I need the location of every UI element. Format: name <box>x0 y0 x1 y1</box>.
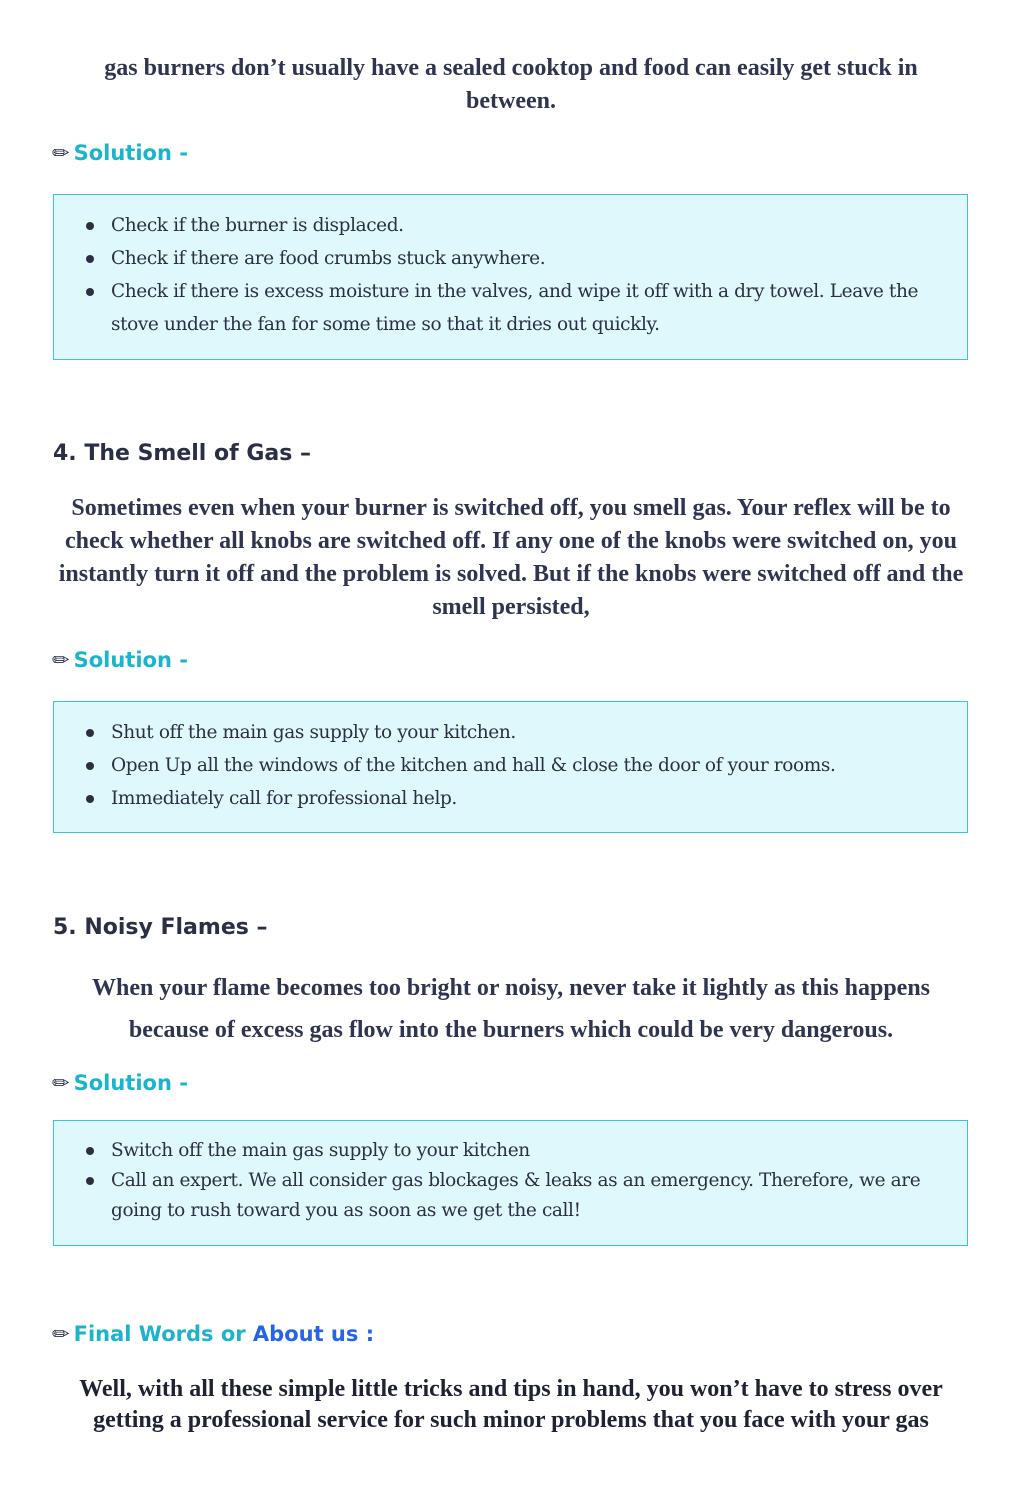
solution-box <box>53 194 968 360</box>
final-heading <box>52 1322 374 1346</box>
about-us-text: About us <box>252 1322 359 1346</box>
solution-label <box>52 1071 188 1095</box>
section-paragraph: Sometimes even when your burner is switched off, you smell gas. Your reflex will be to check whether all knobs are switched off. If any one of the knobs were switched on, you instantly turn it off and the problem is solved. But if the knobs were switched off and the smell persisted, <box>58 495 964 620</box>
list-item: Open Up all the windows of the kitchen and hall & close the door of your rooms. <box>54 749 967 782</box>
list-item: Check if there are food crumbs stuck anywhere. <box>54 242 967 275</box>
list-item: Check if the burner is displaced. <box>54 209 967 242</box>
final-paragraph: Well, with all these simple little tricks and tips in hand, you won’t have to stress over getting a professional service for such minor problems that you face with your gas <box>79 1376 943 1433</box>
solution-label-text: Solution - <box>73 141 188 165</box>
solution-label <box>52 141 188 165</box>
solution-box <box>53 701 968 833</box>
list-item: Switch off the main gas supply to your kitchen <box>54 1136 967 1166</box>
pencil-icon: ✏ <box>52 1071 70 1095</box>
pencil-icon: ✏ <box>52 1322 70 1346</box>
intro-paragraph: gas burners don’t usually have a sealed cooktop and food can easily get stuck in between. <box>104 55 918 114</box>
final-words-text: Final Words or <box>73 1322 253 1346</box>
pencil-icon: ✏ <box>52 648 70 672</box>
list-item: Check if there is excess moisture in the valves, and wipe it off with a dry towel. Leave the stove under the fan for some time so that it dries out quickly. <box>54 275 967 341</box>
section-heading: 5. Noisy Flames – <box>53 915 268 940</box>
section-heading: 4. The Smell of Gas – <box>53 441 312 466</box>
list-item: Shut off the main gas supply to your kitchen. <box>54 716 967 749</box>
heading-colon: : <box>358 1322 375 1346</box>
list-item: Call an expert. We all consider gas blockages & leaks as an emergency. Therefore, we are going to rush toward you as soon as we get the call! <box>54 1166 967 1226</box>
solution-label <box>52 648 188 672</box>
solution-label-text: Solution - <box>73 1071 188 1095</box>
solution-label-text: Solution - <box>73 648 188 672</box>
pencil-icon: ✏ <box>52 141 70 165</box>
section-paragraph: When your flame becomes too bright or noisy, never take it lightly as this happens because of excess gas flow into the burners which could be very dangerous. <box>91 975 931 1043</box>
list-item: Immediately call for professional help. <box>54 782 967 815</box>
solution-box <box>53 1120 968 1246</box>
